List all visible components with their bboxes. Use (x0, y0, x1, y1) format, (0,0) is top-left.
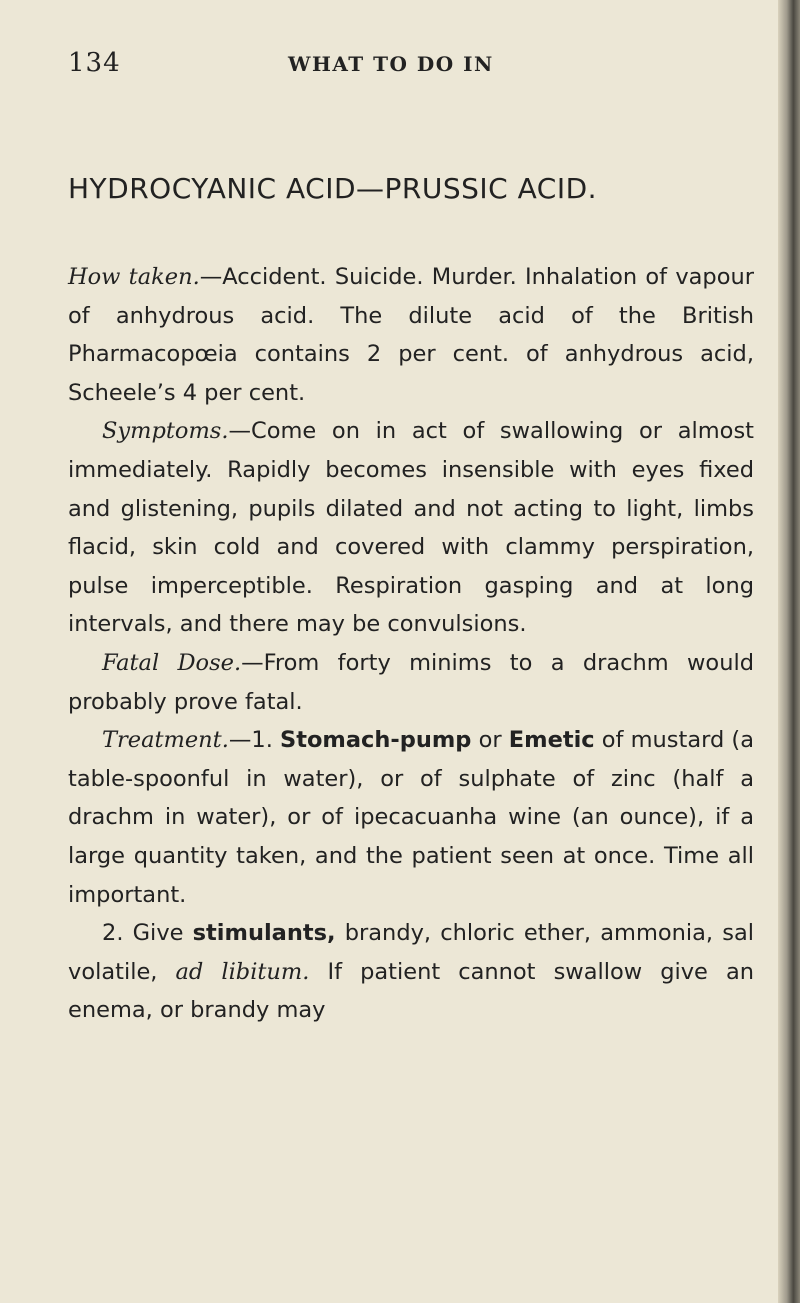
how-taken-text: —Accident. Suicide. Murder. Inhalation of vapour of anhydrous acid. The dilute acid of the British Pharmacopœia contains 2 per cent. of anhydrous acid, Scheele’s 4 per cent. (68, 264, 754, 406)
treatment-text: of mustard (a table-spoonful in water), or of sulphate of zinc (half a drachm in water), or of ipecacuanha wine (an ounce), if a large quantity taken, and the patient seen at once. Time all important. (68, 727, 754, 908)
step2-prefix: 2. Give (102, 920, 193, 947)
body-text (68, 258, 754, 1030)
paragraph-treatment (68, 721, 754, 914)
treatment-term-stomach-pump: Stomach-pump (280, 727, 472, 754)
running-head: WHAT TO DO IN (288, 52, 494, 76)
treatment-term-emetic: Emetic (508, 727, 595, 754)
step2-term-stimulants: stimulants, (192, 920, 336, 947)
fatal-dose-text: —From forty minims to a drachm would probably prove fatal. (68, 649, 754, 715)
step2-text-1: brandy, chloric ether, ammonia, sal volatile, (68, 920, 754, 985)
paragraph-how-taken (68, 258, 754, 412)
how-taken-label: How taken. (68, 264, 200, 290)
symptoms-label: Symptoms. (102, 418, 229, 445)
fatal-dose-label: Fatal Dose. (102, 649, 242, 676)
step2-latin: ad libitum. (175, 958, 310, 985)
paragraph-fatal-dose (68, 644, 754, 721)
paragraph-step-2 (68, 914, 754, 1030)
section-title: HYDROCYANIC ACID—PRUSSIC ACID. (68, 172, 598, 205)
page-number: 134 (68, 48, 121, 78)
treatment-label: Treatment. (102, 727, 229, 754)
treatment-mid: or (471, 727, 509, 754)
paragraph-symptoms (68, 412, 754, 644)
page-edge-shadow (778, 0, 800, 1303)
symptoms-text: —Come on in act of swallowing or almost immediately. Rapidly becomes insensible with eyes fixed and glistening, pupils dilated and not acting to light, limbs flacid, skin cold and covered with clammy perspiration, pulse imperceptible. Respiration gasping and at long intervals, and there may be convulsions. (68, 418, 754, 638)
page-header (68, 48, 758, 88)
step2-text-2: If patient cannot swallow give an enema, or brandy may (68, 958, 755, 1024)
treatment-prefix: —1. (228, 727, 280, 754)
